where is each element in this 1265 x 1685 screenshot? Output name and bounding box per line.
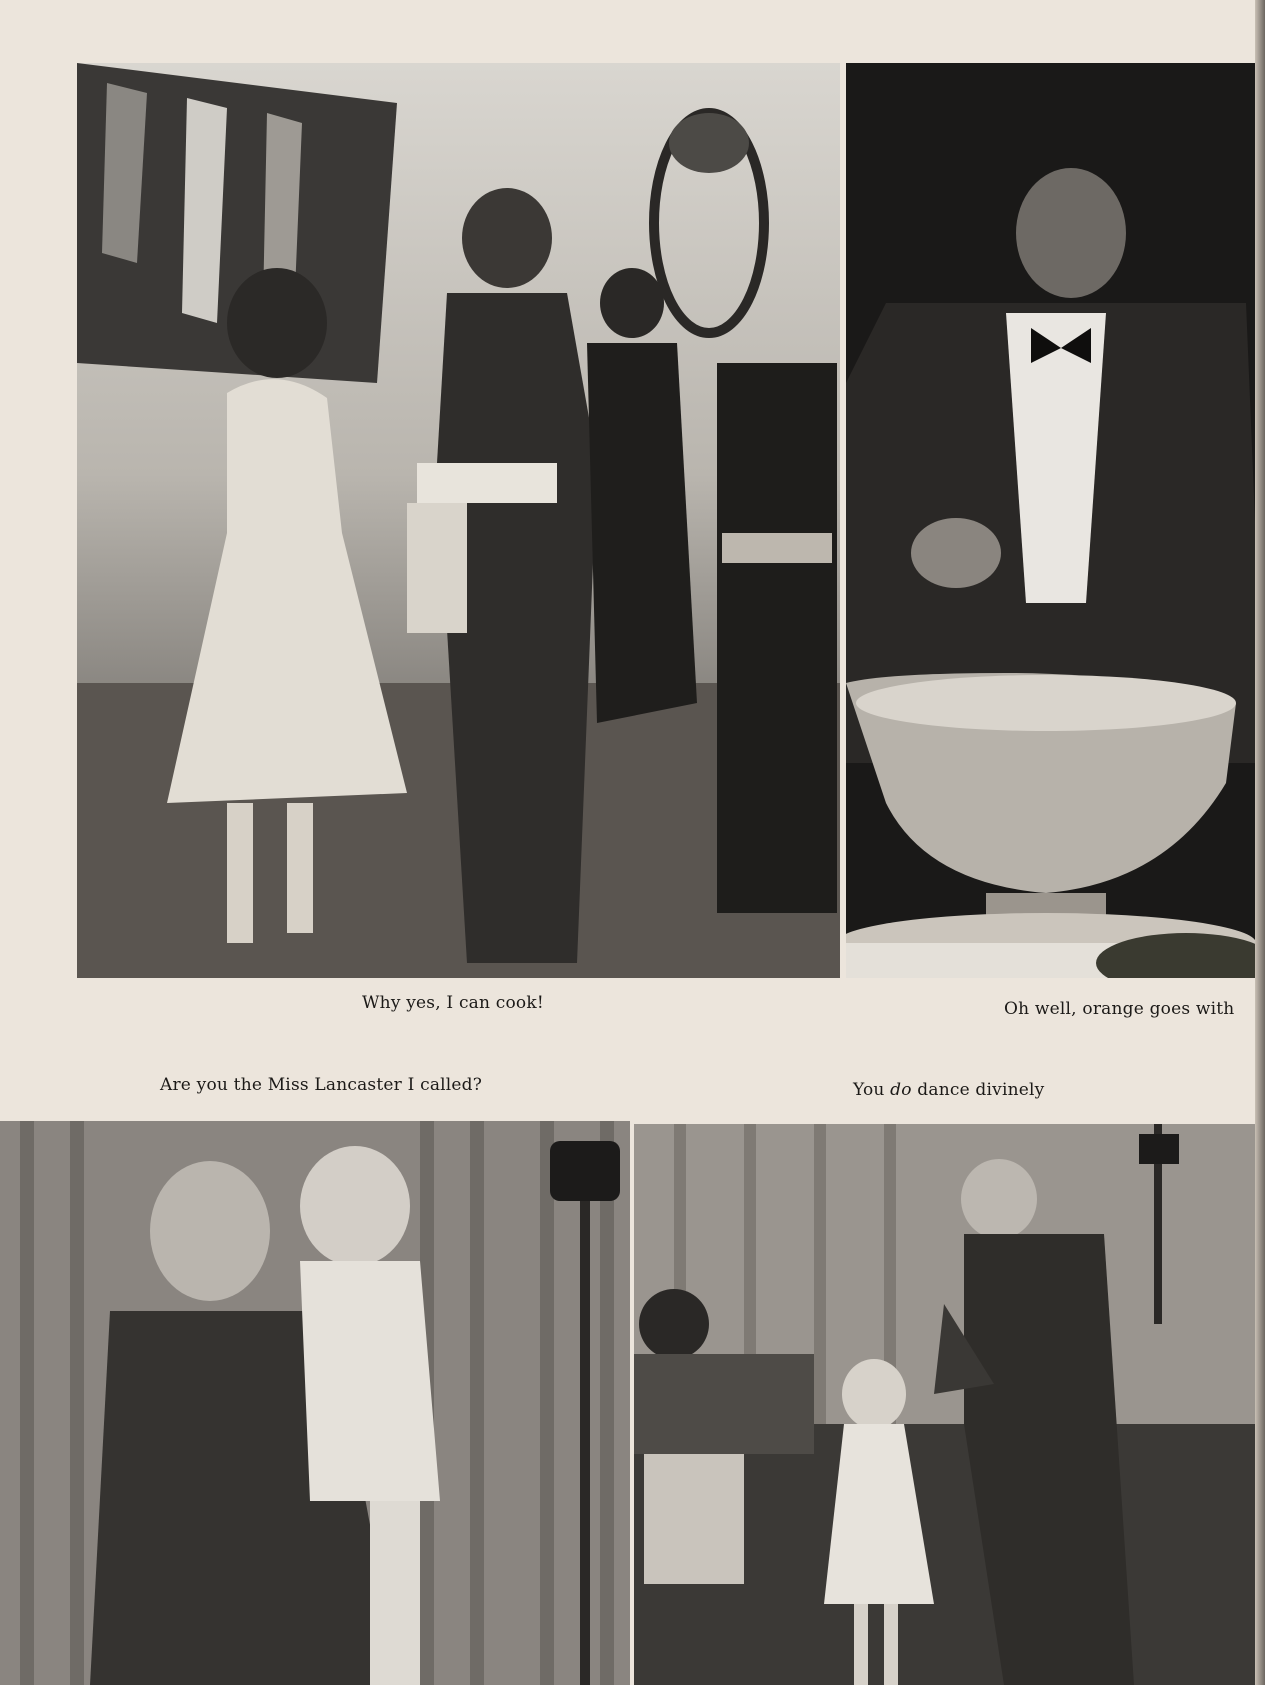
photo-cadet-dancing-girl-image bbox=[634, 1124, 1265, 1685]
photo-ballroom-dance-image bbox=[77, 63, 840, 978]
caption-dance-emphasis: do bbox=[890, 1080, 912, 1100]
photo-cadet-holding-girl-image bbox=[0, 1121, 630, 1685]
photo-punch-bowl-image bbox=[846, 63, 1265, 978]
photo-punch-bowl bbox=[846, 63, 1265, 978]
caption-cook: Why yes, I can cook! bbox=[362, 993, 544, 1013]
caption-dance-divinely bbox=[853, 1080, 1044, 1100]
caption-miss-lancaster: Are you the Miss Lancaster I called? bbox=[160, 1075, 483, 1095]
caption-dance-part-2: dance divinely bbox=[911, 1080, 1045, 1100]
photo-cadet-dancing-girl bbox=[634, 1124, 1265, 1685]
caption-orange: Oh well, orange goes with bbox=[1004, 999, 1235, 1019]
photo-ballroom-dance bbox=[77, 63, 840, 978]
page-binding-edge bbox=[1255, 0, 1265, 1685]
caption-dance-part-1: You bbox=[853, 1080, 891, 1100]
photo-cadet-holding-girl bbox=[0, 1121, 630, 1685]
